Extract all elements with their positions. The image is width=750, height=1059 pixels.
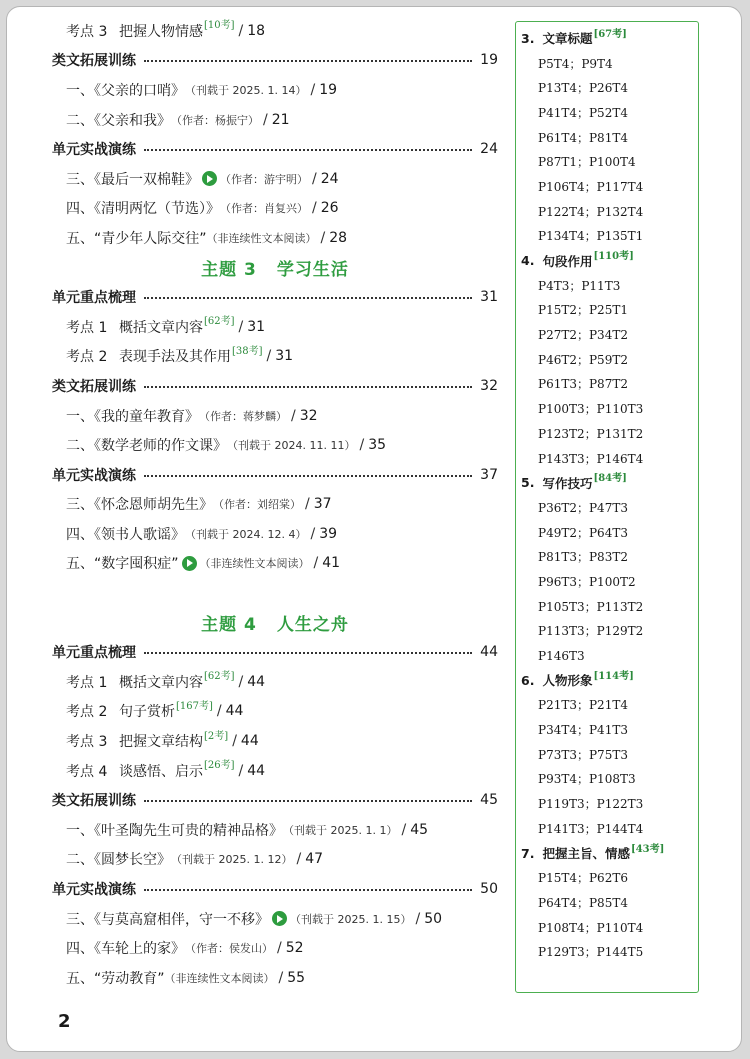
slash-separator: / [312, 200, 317, 217]
page-ref: 45 [410, 821, 429, 838]
exam-count-tag: [ 10考 ] [204, 16, 235, 31]
slash-separator: / [291, 407, 296, 424]
article-title: 一、《我的童年教育》 [66, 408, 199, 425]
exam-count-tag: [ 62考 ] [204, 312, 235, 327]
category-number: 4. [521, 253, 535, 269]
exam-count-tag: [ 2考 ] [204, 727, 228, 742]
page-ref: 47 [305, 851, 324, 868]
page-question-ref[interactable]: P81T3；P83T2 [538, 550, 628, 565]
slash-separator: / [401, 821, 407, 838]
slash-separator: / [305, 496, 310, 513]
page-ref: 55 [287, 969, 306, 986]
exam-point-row[interactable] [52, 667, 498, 697]
page-question-ref[interactable]: P100T3；P110T3 [538, 402, 644, 417]
slash-separator: / [238, 673, 244, 690]
page-ref: 50 [480, 881, 498, 898]
video-play-icon[interactable] [202, 171, 217, 186]
index-category [516, 841, 698, 866]
page-question-ref[interactable]: P146T3 [538, 648, 585, 663]
page-question-ref[interactable]: P87T1；P100T4 [538, 155, 636, 170]
section-title: 单元实战演练 [52, 882, 136, 899]
dot-leader [144, 800, 472, 802]
page-question-ref[interactable]: P123T2；P131T2 [538, 426, 644, 441]
page-ref: 44 [225, 703, 244, 720]
dot-leader [144, 60, 472, 62]
page-ref: 41 [322, 555, 341, 572]
section-heading-row[interactable] [52, 785, 498, 815]
article-entry-row[interactable] [52, 845, 498, 875]
category-title: 人物形象 [542, 673, 593, 689]
category-title: 文章标题 [542, 31, 593, 47]
exam-point-title: 表现手法及其作用 [119, 349, 231, 366]
slash-separator: / [415, 910, 421, 927]
page-question-ref[interactable]: P5T4；P9T4 [538, 56, 613, 71]
exam-point-title: 谈感悟、启示 [119, 763, 203, 780]
article-source: （刊载于 2025. 1. 15） [290, 912, 412, 926]
page-question-ref[interactable]: P27T2；P34T2 [538, 328, 628, 343]
exam-point-title: 句子赏析 [119, 704, 175, 721]
slash-separator: / [310, 81, 316, 98]
page-question-ref[interactable]: P143T3；P146T4 [538, 451, 644, 466]
page-ref: 19 [319, 81, 338, 98]
category-number: 5. [521, 475, 535, 491]
article-entry-row[interactable] [52, 490, 498, 520]
dot-leader [144, 149, 472, 151]
page-ref: 31 [247, 318, 266, 335]
page-question-ref[interactable]: P64T4；P85T4 [538, 895, 628, 910]
dot-leader [144, 652, 472, 654]
category-title: 把握主旨、情感 [542, 846, 630, 862]
page-question-ref[interactable]: P141T3；P144T4 [538, 821, 644, 836]
page-ref: 37 [480, 466, 498, 483]
slash-separator: / [238, 22, 244, 39]
article-source: （作者：杨振宁） [171, 113, 259, 127]
dot-leader [144, 297, 472, 299]
article-source: （非连续性文本阅读） [199, 557, 310, 571]
page-question-ref[interactable]: P15T2；P25T1 [538, 303, 628, 318]
article-title: 四、《清明两忆（节选）》 [66, 201, 220, 218]
article-entry-row[interactable] [52, 401, 498, 431]
page-question-ref[interactable]: P106T4；P117T4 [538, 179, 644, 194]
slash-separator: / [263, 111, 268, 128]
spacer [52, 578, 498, 608]
page-question-ref[interactable]: P113T3；P129T2 [538, 624, 644, 639]
page-question-ref[interactable]: P129T3；P144T5 [538, 945, 644, 960]
slash-separator: / [232, 733, 237, 750]
article-title: 三、《最后一双棉鞋》 [66, 171, 199, 188]
slash-separator: / [238, 762, 244, 779]
category-title: 写作技巧 [542, 475, 593, 491]
page-question-ref[interactable]: P49T2；P64T3 [538, 525, 628, 540]
exam-point-index-sidebar [515, 21, 699, 993]
page-ref: 35 [368, 437, 387, 454]
article-title: 二、《圆梦长空》 [66, 852, 171, 869]
section-heading-row[interactable] [52, 637, 498, 667]
exam-point-title: 把握人物情感 [119, 23, 203, 40]
page-ref: 44 [247, 762, 266, 779]
slash-separator: / [296, 851, 302, 868]
article-source: （刊载于 2025. 1. 1） [283, 823, 398, 837]
page-question-ref[interactable]: P96T3；P100T2 [538, 574, 636, 589]
category-number: 3. [521, 30, 535, 46]
section-title: 单元重点梳理 [52, 290, 136, 307]
article-title: 三、《怀念恩师胡先生》 [66, 497, 213, 514]
category-title: 句段作用 [542, 253, 593, 269]
page-question-ref[interactable]: P13T4；P26T4 [538, 81, 628, 96]
exam-point-row[interactable] [52, 312, 498, 342]
page-question-ref[interactable]: P134T4；P135T1 [538, 229, 644, 244]
page-ref: 26 [320, 200, 339, 217]
slash-separator: / [266, 348, 272, 365]
article-entry-row[interactable] [52, 963, 498, 993]
video-play-icon[interactable] [182, 556, 197, 571]
page-ref: 24 [320, 170, 339, 187]
exam-count-tag: [ 26考 ] [204, 756, 235, 771]
slash-separator: / [320, 229, 326, 246]
section-heading-row[interactable] [52, 371, 498, 401]
page-ref: 39 [319, 525, 338, 542]
page-ref: 31 [480, 289, 498, 306]
page-ref: 37 [313, 496, 332, 513]
article-title: 四、《领书人歌谣》 [66, 526, 185, 543]
article-source: （非连续性文本阅读） [164, 971, 275, 985]
article-source: （作者：侯发山） [185, 942, 273, 956]
slash-separator: / [312, 170, 317, 187]
page-ref: 24 [480, 141, 498, 158]
exam-count-tag: [ 38考 ] [232, 342, 263, 357]
slash-separator: / [310, 525, 316, 542]
article-entry-row[interactable] [52, 430, 498, 460]
table-of-contents [52, 16, 498, 993]
section-title: 单元重点梳理 [52, 645, 136, 662]
section-title: 单元实战演练 [52, 467, 136, 484]
exam-point-label: 考点 1 [66, 319, 108, 336]
section-heading-row[interactable] [52, 460, 498, 490]
section-heading-row[interactable] [52, 874, 498, 904]
section-title: 类文拓展训练 [52, 53, 136, 70]
article-title: 一、《叶圣陶先生可贵的精神品格》 [66, 822, 283, 839]
article-entry-row[interactable] [52, 194, 498, 224]
page-question-ref[interactable]: P41T4；P52T4 [538, 105, 628, 120]
exam-point-row[interactable] [52, 697, 498, 727]
exam-point-label: 考点 4 [66, 763, 108, 780]
page-ref: 18 [247, 22, 266, 39]
article-source: （作者：蒋梦麟） [199, 409, 287, 423]
page-question-ref[interactable]: P36T2；P47T3 [538, 500, 628, 515]
exam-point-row[interactable] [52, 726, 498, 756]
index-category [516, 248, 698, 273]
exam-point-title: 把握文章结构 [119, 734, 203, 751]
article-title: 三、《与莫高窟相伴，守一不移》 [66, 911, 269, 928]
article-source: （刊载于 2025. 1. 12） [171, 853, 293, 867]
article-title: 五、“劳动教育” [66, 970, 165, 987]
page-question-ref[interactable]: P4T3；P11T3 [538, 278, 621, 293]
exam-point-title: 概括文章内容 [119, 674, 203, 691]
page-ref: 19 [480, 52, 498, 69]
article-source: （刊载于 2024. 11. 11） [227, 439, 356, 453]
page-question-ref[interactable]: P61T4；P81T4 [538, 130, 628, 145]
exam-count-tag: [ 167考 ] [176, 697, 213, 712]
theme-heading [52, 253, 498, 283]
exam-point-row[interactable] [52, 16, 498, 46]
exam-point-label: 考点 3 [66, 734, 108, 751]
section-title: 类文拓展训练 [52, 378, 136, 395]
page-ref: 28 [329, 229, 348, 246]
exam-count-tag: [ 114考 ] [593, 667, 633, 682]
article-title: 四、《车轮上的家》 [66, 941, 185, 958]
page-ref: 21 [271, 111, 290, 128]
page-question-ref[interactable]: P34T4；P41T3 [538, 723, 628, 738]
article-title: 五、“青少年人际交往” [66, 230, 207, 247]
video-play-icon[interactable] [272, 911, 287, 926]
section-heading-row[interactable] [52, 46, 498, 76]
theme-title: 人生之舟 [276, 615, 349, 636]
page-question-ref[interactable]: P105T3；P113T2 [538, 599, 644, 614]
page-ref: 32 [480, 377, 498, 394]
page-number: 2 [58, 1011, 71, 1032]
page-question-ref[interactable]: P119T3；P122T3 [538, 797, 644, 812]
page-question-ref[interactable]: P46T2；P59T2 [538, 352, 628, 367]
page-ref: 44 [240, 733, 259, 750]
exam-count-tag: [ 43考 ] [631, 840, 664, 855]
article-source: （非连续性文本阅读） [206, 231, 317, 245]
article-entry-row[interactable] [52, 164, 498, 194]
article-entry-row[interactable] [52, 933, 498, 963]
dot-leader [144, 386, 472, 388]
page-ref: 44 [247, 673, 266, 690]
article-entry-row[interactable] [52, 815, 498, 845]
article-source: （作者：肖复兴） [220, 202, 308, 216]
article-entry-row[interactable] [52, 519, 498, 549]
page-ref: 50 [424, 910, 443, 927]
article-title: 一、《父亲的口哨》 [66, 82, 185, 99]
exam-point-label: 考点 2 [66, 704, 108, 721]
article-title: 二、《数学老师的作文课》 [66, 438, 227, 455]
page-ref: 52 [285, 940, 304, 957]
category-number: 7. [521, 845, 535, 861]
section-heading-row[interactable] [52, 282, 498, 312]
article-entry-row[interactable] [52, 549, 498, 579]
page-question-ref[interactable]: P122T4；P132T4 [538, 204, 644, 219]
section-heading-row[interactable] [52, 134, 498, 164]
dot-leader [144, 889, 472, 891]
slash-separator: / [278, 969, 284, 986]
page-question-ref[interactable]: P21T3；P21T4 [538, 698, 628, 713]
article-source: （刊载于 2024. 12. 4） [185, 527, 307, 541]
exam-count-tag: [ 84考 ] [593, 469, 626, 484]
theme-heading [52, 608, 498, 638]
exam-point-row[interactable] [52, 756, 498, 786]
index-category [516, 26, 698, 51]
slash-separator: / [216, 703, 222, 720]
article-title: 二、《父亲和我》 [66, 112, 171, 129]
theme-number: 主题 4 [201, 615, 257, 636]
index-category [516, 470, 698, 495]
page-question-ref[interactable]: P61T3；P87T2 [538, 377, 628, 392]
exam-point-row[interactable] [52, 342, 498, 372]
article-source: （刊载于 2025. 1. 14） [185, 83, 307, 97]
page-ref: 32 [299, 407, 318, 424]
dot-leader [144, 475, 472, 477]
exam-point-title: 概括文章内容 [119, 319, 203, 336]
page-question-ref[interactable]: P15T4；P62T6 [538, 871, 628, 886]
theme-title: 学习生活 [276, 260, 349, 281]
theme-number: 主题 3 [201, 260, 257, 281]
article-entry-row[interactable] [52, 223, 498, 253]
slash-separator: / [277, 940, 282, 957]
page-ref: 31 [275, 348, 294, 365]
exam-point-label: 考点 2 [66, 349, 108, 366]
section-title: 类文拓展训练 [52, 793, 136, 810]
article-entry-row[interactable] [52, 105, 498, 135]
page-question-ref[interactable]: P73T3；P75T3 [538, 747, 628, 762]
page-question-ref[interactable]: P93T4；P108T3 [538, 772, 636, 787]
section-title: 单元实战演练 [52, 142, 136, 159]
exam-point-label: 考点 3 [66, 23, 108, 40]
article-entry-row[interactable] [52, 904, 498, 934]
exam-count-tag: [ 110考 ] [593, 247, 633, 262]
slash-separator: / [359, 437, 365, 454]
slash-separator: / [313, 555, 319, 572]
page-ref: 44 [480, 644, 498, 661]
slash-separator: / [238, 318, 244, 335]
exam-count-tag: [ 67考 ] [593, 25, 626, 40]
exam-point-label: 考点 1 [66, 674, 108, 691]
article-title: 五、“数字囤积症” [66, 556, 179, 573]
article-source: （作者：刘绍棠） [213, 498, 301, 512]
category-number: 6. [521, 672, 535, 688]
page-ref: 45 [480, 792, 498, 809]
index-category [516, 668, 698, 693]
article-source: （作者：游宇明） [220, 172, 308, 186]
article-entry-row[interactable] [52, 75, 498, 105]
page-question-ref[interactable]: P108T4；P110T4 [538, 920, 644, 935]
exam-count-tag: [ 62考 ] [204, 667, 235, 682]
